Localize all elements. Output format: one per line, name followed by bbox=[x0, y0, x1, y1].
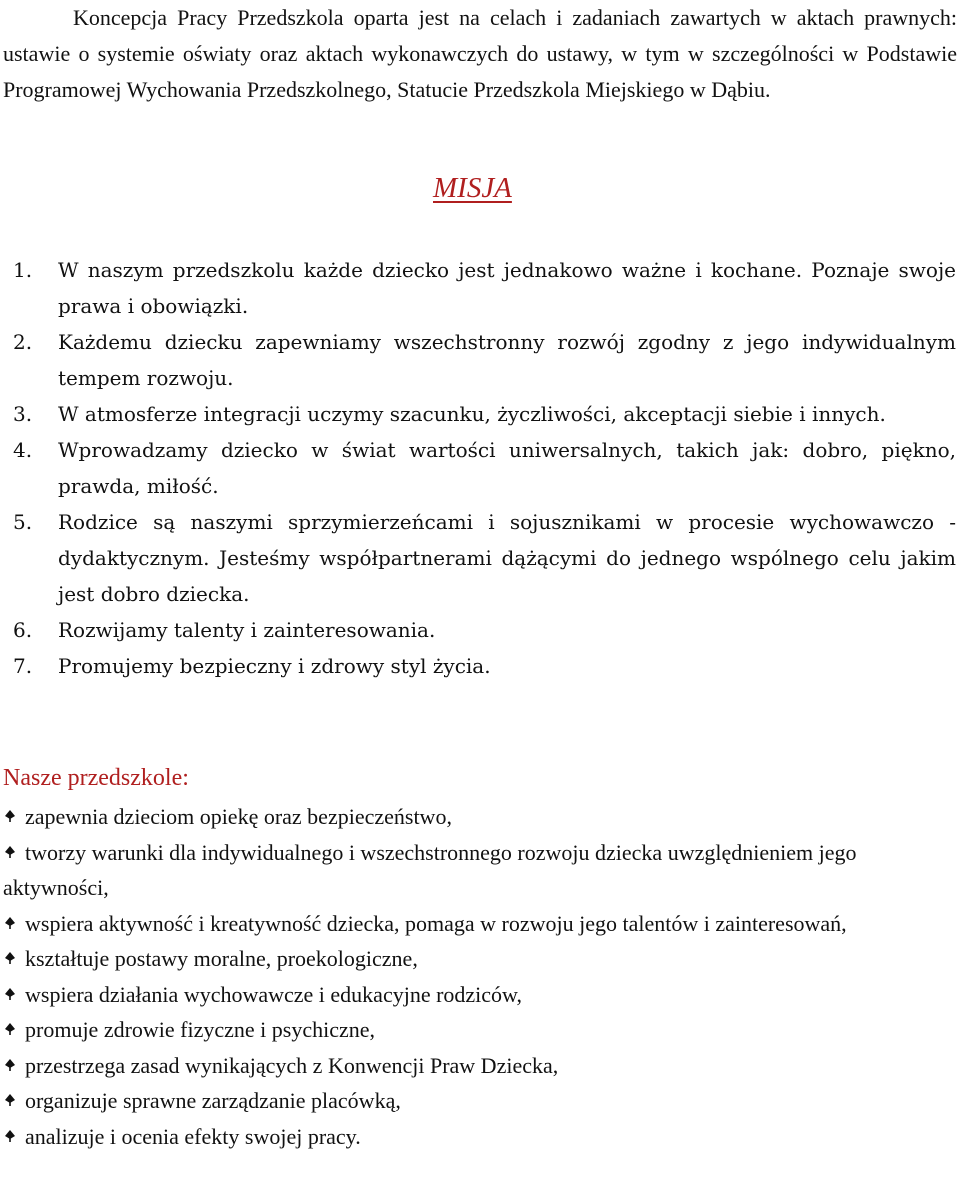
diamond-bullet-icon bbox=[3, 845, 17, 859]
kindergarten-heading: Nasze przedszkole: bbox=[3, 765, 189, 791]
mission-item-number: 5. bbox=[13, 510, 33, 534]
mission-item bbox=[0, 396, 956, 432]
duty-item bbox=[3, 977, 958, 1013]
mission-item bbox=[0, 612, 956, 648]
duty-item-text: kształtuje postawy moralne, proekologiczne, bbox=[25, 946, 418, 971]
duty-item bbox=[3, 835, 958, 906]
diamond-bullet-icon bbox=[3, 1058, 17, 1072]
mission-item bbox=[0, 252, 956, 324]
mission-item-number: 7. bbox=[13, 654, 33, 678]
diamond-bullet-icon bbox=[3, 1093, 17, 1107]
duty-item bbox=[3, 941, 958, 977]
diamond-bullet-icon bbox=[3, 916, 17, 930]
duty-item-text: przestrzega zasad wynikających z Konwencji Praw Dziecka, bbox=[25, 1052, 559, 1078]
kindergarten-duties-list bbox=[3, 799, 958, 1154]
diamond-bullet-icon bbox=[3, 1129, 17, 1143]
mission-heading: MISJA bbox=[433, 172, 512, 204]
diamond-bullet-icon bbox=[3, 1022, 17, 1036]
mission-item-text: W naszym przedszkolu każde dziecko jest jednakowo ważne i kochane. Poznaje swoje prawa i obowiązki. bbox=[58, 258, 956, 318]
mission-item bbox=[0, 648, 956, 684]
duty-item bbox=[3, 906, 958, 942]
diamond-bullet-icon bbox=[3, 951, 17, 965]
intro-paragraph: Koncepcja Pracy Przedszkola oparta jest na celach i zadaniach zawartych w aktach prawnych: ustawie o systemie oświaty oraz aktach wykonawczych do ustawy, w tym w szczególności w Podstawie Programowej Wychowania Przedszkolnego, Statucie Przedszkola Miejskiego w Dąbiu. bbox=[3, 5, 957, 102]
mission-item-number: 1. bbox=[13, 258, 33, 282]
mission-item-text: Promujemy bezpieczny i zdrowy styl życia. bbox=[58, 654, 491, 678]
mission-item bbox=[0, 504, 956, 612]
duty-item bbox=[3, 1119, 958, 1155]
diamond-bullet-icon bbox=[3, 987, 17, 1001]
mission-item-number: 6. bbox=[13, 618, 33, 642]
duty-item bbox=[3, 1012, 958, 1048]
mission-item-text: Wprowadzamy dziecko w świat wartości uniwersalnych, takich jak: dobro, piękno, prawda, miłość. bbox=[58, 438, 956, 498]
mission-item-number: 4. bbox=[13, 438, 33, 462]
duty-item bbox=[3, 1048, 958, 1084]
mission-item bbox=[0, 324, 956, 396]
duty-item-text: wspiera działania wychowawcze i edukacyjne rodziców, bbox=[25, 981, 523, 1007]
duty-item-text: tworzy warunki dla indywidualnego i wszechstronnego rozwoju dziecka uwzględnieniem jego aktywności, bbox=[3, 839, 857, 900]
mission-item bbox=[0, 432, 956, 504]
mission-item-text: Każdemu dziecku zapewniamy wszechstronny rozwój zgodny z jego indywidualnym tempem rozwoju. bbox=[58, 330, 956, 390]
duty-item bbox=[3, 1083, 958, 1119]
mission-item-text: Rozwijamy talenty i zainteresowania. bbox=[58, 618, 436, 642]
duty-item-text: zapewnia dzieciom opiekę oraz bezpieczeństwo, bbox=[25, 804, 452, 829]
duty-item-text: promuje zdrowie fizyczne i psychiczne, bbox=[25, 1017, 376, 1042]
mission-item-text: Rodzice są naszymi sprzymierzeńcami i sojusznikami w procesie wychowawczo - dydaktycznym. Jesteśmy współpartnerami dążącymi do jednego wspólnego celu jakim jest dobro dziecka. bbox=[58, 510, 956, 606]
duty-item-text: organizuje sprawne zarządzanie placówką, bbox=[25, 1088, 401, 1113]
diamond-bullet-icon bbox=[3, 809, 17, 823]
mission-item-number: 2. bbox=[13, 330, 33, 354]
duty-item bbox=[3, 799, 958, 835]
duty-item-text: analizuje i ocenia efekty swojej pracy. bbox=[25, 1123, 361, 1149]
mission-item-number: 3. bbox=[13, 402, 33, 426]
mission-item-text: W atmosferze integracji uczymy szacunku, życzliwości, akceptacji siebie i innych. bbox=[58, 402, 886, 426]
duty-item-text: wspiera aktywność i kreatywność dziecka, pomaga w rozwoju jego talentów i zainteresowań, bbox=[25, 910, 847, 936]
mission-list bbox=[0, 252, 960, 684]
